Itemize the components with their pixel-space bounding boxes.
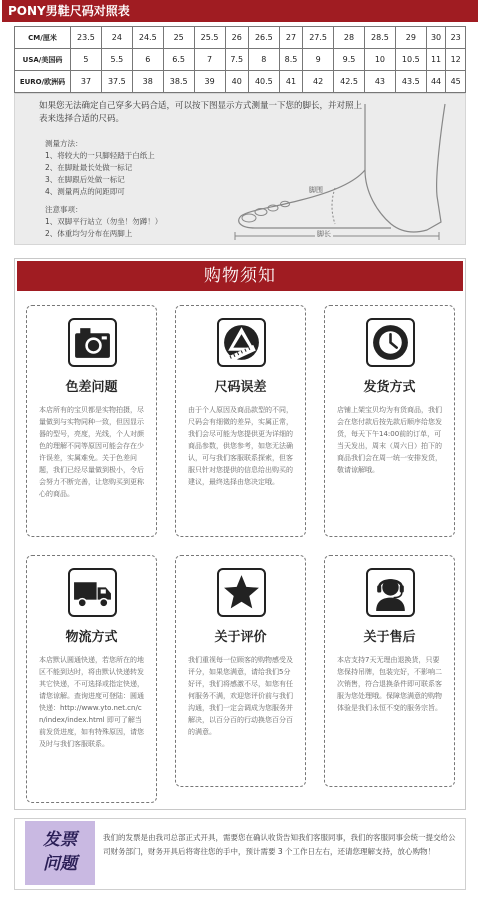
camera-icon — [68, 318, 117, 367]
size-cell: 43 — [364, 71, 395, 93]
notice-card-aftersales — [324, 555, 455, 787]
size-cell: 37.5 — [101, 71, 132, 93]
size-cell: 40 — [225, 71, 248, 93]
ruler-icon — [217, 318, 266, 367]
size-cell: 11 — [426, 49, 446, 71]
clock-icon — [366, 318, 415, 367]
card-title: 物流方式 — [65, 630, 118, 645]
invoice-badge-line1: 发票 — [43, 830, 77, 850]
size-cell: 10.5 — [395, 49, 426, 71]
size-cell: 43.5 — [395, 71, 426, 93]
card-title: 尺码误差 — [214, 380, 267, 395]
size-cell: 12 — [446, 49, 466, 71]
star-icon — [217, 568, 266, 617]
measure-step: 4、测量两点的间距即可 — [45, 187, 125, 196]
card-title: 色差问题 — [65, 380, 118, 395]
shopping-notice — [14, 258, 466, 810]
card-body: 我们重视每一位顾客的购物感受及评分，如果您满意，请给我们5分好评，我们将感激不尽，如您有任何服务不满，欢迎您评价前与我们沟通，我们一定会调成为您服务并解决，以百分百的行动换您百分百的满意。 — [188, 656, 293, 736]
size-cell: 5.5 — [101, 49, 132, 71]
size-cell: 23.5 — [71, 27, 102, 49]
measure-notes-title: 注意事项： — [45, 205, 83, 214]
size-cell: 23 — [446, 27, 466, 49]
size-cell: 7 — [194, 49, 225, 71]
size-row-euro — [15, 71, 466, 93]
size-cell: 37 — [71, 71, 102, 93]
card-body: 本店支持7天无理由退换货，只要您保持吊牌，包装完好，不影响二次销售，符合退换条件即可联系客服为您处理哦。保障您满意的购物体验是我们永恒不变的服务宗旨。 — [337, 656, 442, 712]
size-cell: 24.5 — [132, 27, 163, 49]
measure-note: 2、体重均匀分布在两脚上 — [45, 229, 133, 238]
foot-width-label: 脚围 — [309, 186, 323, 194]
size-cell: 26.5 — [248, 27, 279, 49]
size-cell: 24 — [101, 27, 132, 49]
size-cell: 8.5 — [279, 49, 302, 71]
size-cell: 5 — [71, 49, 102, 71]
size-cell: 8 — [248, 49, 279, 71]
size-cell: 29 — [395, 27, 426, 49]
measure-panel — [14, 93, 466, 245]
size-cell: 27.5 — [303, 27, 334, 49]
notice-card-review — [175, 555, 306, 787]
size-cell: 44 — [426, 71, 446, 93]
size-cell: 42 — [303, 71, 334, 93]
invoice-badge — [25, 821, 95, 885]
notice-card-logistics — [26, 555, 157, 803]
notice-banner: 购物须知 — [17, 261, 463, 291]
measure-step: 1、将较大的一只脚轻踏于白纸上 — [45, 151, 155, 160]
size-cell: 42.5 — [334, 71, 365, 93]
measure-notes — [45, 216, 162, 240]
size-cell: 39 — [194, 71, 225, 93]
size-cell: 6.5 — [163, 49, 194, 71]
size-cell: 27 — [279, 27, 302, 49]
size-cell: 9 — [303, 49, 334, 71]
card-title: 关于评价 — [214, 630, 267, 645]
size-cell: 25.5 — [194, 27, 225, 49]
size-cell: 26 — [225, 27, 248, 49]
card-body: 本店所有的宝贝都是实物拍摄，尽量做到与实物同种一致，但因显示器的型号，亮度，光线，个人对颜色的理解不同等原因可能会存在少许误差，实属难免。关于色差问题，我们已经尽量做到极小，令后会努力不断完善，让您购买到更称心的商品。 — [39, 406, 144, 498]
size-cell: 40.5 — [248, 71, 279, 93]
measure-note: 1、双脚平行站立（勿坐！勿蹲！） — [45, 217, 163, 226]
notice-card-size — [175, 305, 306, 537]
truck-icon — [68, 568, 117, 617]
card-body: 由于个人原因及商品款型的不同，尺码会有细微的差异，实属正常，我们会尽可能为您提供更为详细的商品参数，供您参考，如您无法确认，可与我们客服联系探索，但客服只针对您提供的信息给出购买的建议，最终选择由您决定哦。 — [188, 406, 293, 486]
headset-icon — [366, 568, 415, 617]
size-cell: 9.5 — [334, 49, 365, 71]
card-body: 本店默认圆通快递，若您所在的地区不能到达时，将由默认快递转发其它快递，不可选择或指定快递，请您谅解。查询进度可登陆：圆通快递：http://www.yto.net.cn/cn/index/index.html 即可了解当前发货进度，如有特殊原因，请您及时与我们客服联系。 — [39, 656, 144, 748]
size-cell: 45 — [446, 71, 466, 93]
size-cell: 6 — [132, 49, 163, 71]
size-cell: 10 — [364, 49, 395, 71]
size-cell: 38 — [132, 71, 163, 93]
size-cell: 38.5 — [163, 71, 194, 93]
notice-card-shipping — [324, 305, 455, 537]
measure-step: 2、在脚趾最长处做一标记 — [45, 163, 133, 172]
foot-length-label: 脚长 — [317, 230, 331, 238]
size-chart-title: PONY男鞋尺码对照表 — [2, 0, 478, 22]
size-cell: 28.5 — [364, 27, 395, 49]
invoice-badge-line2: 问题 — [43, 854, 77, 874]
measure-intro: 如果您无法确定自己穿多大码合适，可以按下图显示方式测量一下您的脚长，并对照上表来选择合适的尺码。 — [39, 101, 363, 124]
size-row-cm — [15, 27, 466, 49]
invoice-text: 我们的发票是由我司总部正式开具，需要您在确认收货告知我们客服同事，我们的客服同事会统一提交给公司财务部门，财务开具后将寄往您的手中，预计需要 3 个工作日左右，还请您理解支持，放心购物！ — [103, 833, 456, 856]
card-title: 关于售后 — [363, 630, 416, 645]
size-row-label: CM/厘米 — [15, 27, 71, 49]
size-cell: 25 — [163, 27, 194, 49]
measure-steps — [45, 150, 155, 198]
size-row-usa — [15, 49, 466, 71]
size-cell: 7.5 — [225, 49, 248, 71]
size-table — [14, 26, 466, 93]
invoice-section — [14, 818, 466, 890]
card-body: 店铺上架宝贝均为有货商品，我们会在您付款后按先款后顺序给您发货，每天下午14:00前的订单，可当天发出，周末（周六日）拍下的商品我们会在周一统一安排发货，敬请谅解哦。 — [337, 406, 442, 474]
size-cell: 28 — [334, 27, 365, 49]
size-cell: 41 — [279, 71, 302, 93]
size-row-label: USA/美国码 — [15, 49, 71, 71]
size-cell: 30 — [426, 27, 446, 49]
size-row-label: EURO/欧洲码 — [15, 71, 71, 93]
measure-steps-title: 测量方法： — [45, 139, 83, 148]
measure-step: 3、在脚跟后处做一标记 — [45, 175, 125, 184]
card-title: 发货方式 — [363, 380, 416, 395]
notice-card-color — [26, 305, 157, 537]
